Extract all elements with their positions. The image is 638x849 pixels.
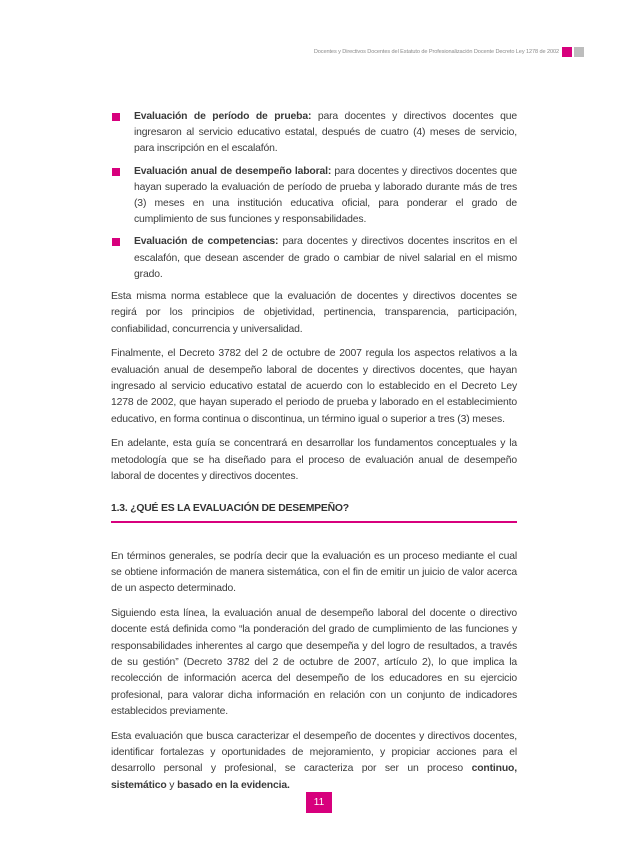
paragraph-principles: Esta misma norma establece que la evaluación de docentes y directivos docentes se regirá por los principios de objetividad, pertinencia, transparencia, participación, confiabilidad, concurrencia y universalidad.: [111, 291, 517, 335]
bullet-term: Evaluación de período de prueba:: [134, 111, 312, 122]
characteristics-bold-1: continuo, sistemático: [111, 763, 517, 791]
header-grey-square: [574, 47, 584, 57]
bullet-term: Evaluación de competencias:: [134, 236, 279, 248]
paragraph-decreto: Finalmente, el Decreto 3782 del 2 de octubre de 2007 regula los aspectos relativos a la evaluación anual de desempeño laboral de docentes y directivos docentes, que hayan ingresado al servicio educativo estatal de acuerdo con lo establecido en el Decreto Ley 1278 de 2002, que hayan superado el periodo de prueba y laborado en el establecimiento educativo, en forma continua o discontinua, un término igual o superior a tres (3) meses.: [111, 348, 517, 425]
paragraph-definition-annual: Siguiendo esta línea, la evaluación anual de desempeño laboral del docente o directivo docente está definida como “la ponderación del grado de cumplimiento de las funciones y responsabilidades inherentes al cargo que desempeña y del logro de resultados, a través de su gestión” (Decreto 3782 del 2 de octubre de 2007, artículo 2), lo que implica la recolección de información acerca del desempeño de los educadores en su ejercicio profesional, para valorar dicha información en relación con un conjunto de indicadores establecidos previamente.: [111, 607, 517, 718]
paragraph-definition-general: En términos generales, se podría decir que la evaluación es un proceso mediante el cual se obtiene información de manera sistemática, con el fin de emitir un juicio de valor acerca de un aspecto determinado.: [111, 550, 517, 595]
square-bullet-icon: [112, 168, 120, 176]
running-title: Docentes y Directivos Docentes del Estatuto de Profesionalización Docente Decreto Ley 1278 de 2002: [313, 49, 559, 55]
list-item: [111, 234, 517, 283]
characteristics-lead: Esta evaluación que busca caracterizar el desempeño de docentes y directivos docentes, identificar fortalezas y oportunidades de mejoramiento, y propiciar acciones para el desarrollo personal y profesional, se caracteriza por ser un proceso: [111, 730, 517, 775]
running-header: [314, 46, 584, 58]
page-number: 11: [306, 792, 332, 813]
square-bullet-icon: [112, 113, 120, 121]
characteristics-mid: y: [166, 779, 178, 791]
list-item: [111, 164, 517, 229]
characteristics-bold-2: basado en la evidencia.: [177, 779, 290, 791]
evaluation-types-list: [111, 109, 517, 283]
section-divider: [111, 521, 517, 523]
header-accent-square: [562, 47, 572, 57]
square-bullet-icon: [112, 238, 120, 246]
bullet-text: para docentes y directivos docentes que hayan superado la evaluación de período de prueba y laborado durante más de tres (3) meses en una institución educativa oficial, para ponderar el grado de cumplimiento de sus funciones y responsabilidades.: [134, 165, 517, 226]
bullet-term: Evaluación anual de desempeño laboral:: [134, 165, 332, 177]
section-heading: 1.3. ¿QUÉ ES LA EVALUACIÓN DE DESEMPEÑO?: [111, 502, 349, 514]
bullet-text: para docentes y directivos docentes inscritos en el escalafón, que desean ascender de grado o cambiar de nivel salarial en el mismo grado.: [134, 236, 517, 280]
page-content: [111, 109, 517, 802]
paragraph-characteristics: [111, 729, 517, 795]
bullet-text: para docentes y directivos docentes que ingresaron al servicio educativo estatal, después de cuatro (4) meses de servicio, para inscripción en el escalafón.: [134, 111, 517, 155]
list-item: [111, 109, 517, 158]
paragraph-guide-focus: En adelante, esta guía se concentrará en desarrollar los fundamentos conceptuales y la metodología que se ha diseñado para el proceso de evaluación anual de desempeño laboral de docentes y directivos docentes.: [111, 438, 517, 483]
